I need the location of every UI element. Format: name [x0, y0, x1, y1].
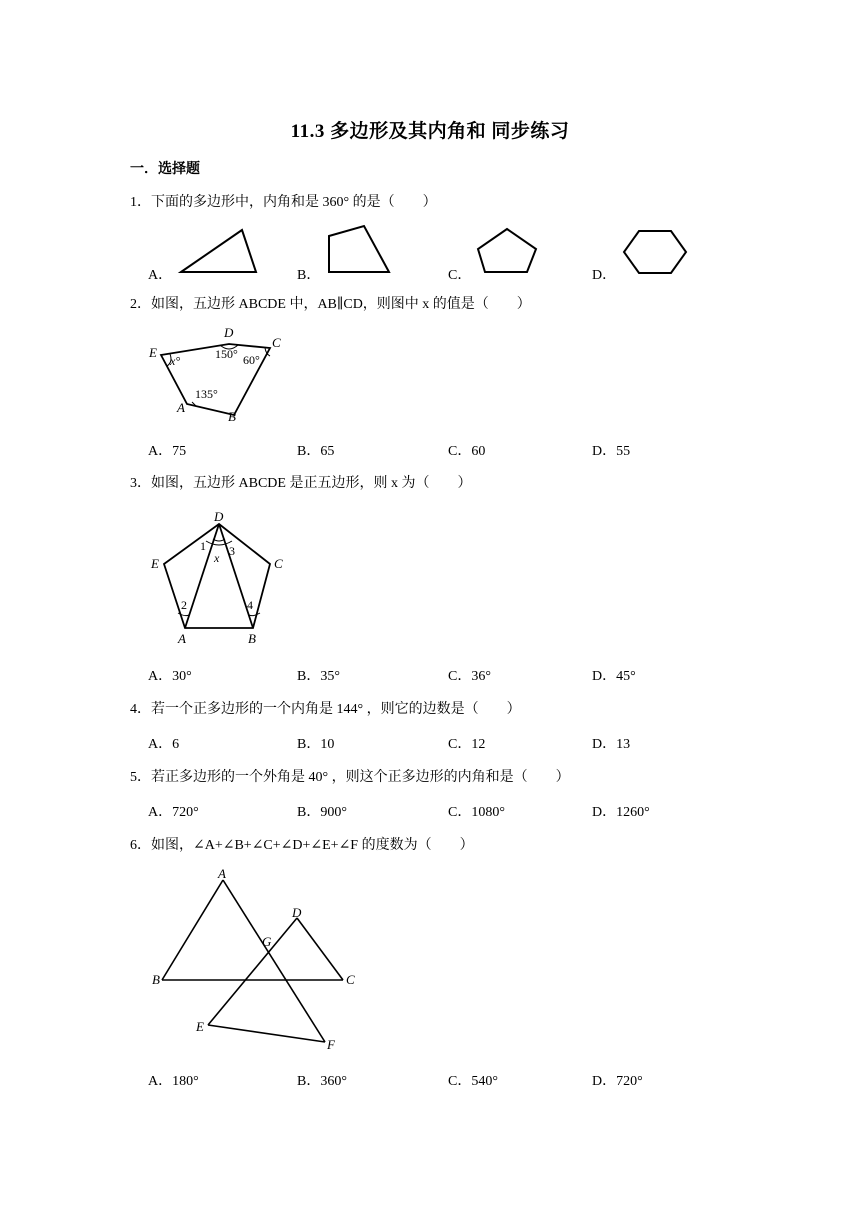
q3-mark-x: x — [214, 551, 220, 565]
q2-label-e: E — [149, 345, 157, 360]
triangle-shape — [181, 230, 256, 272]
q5-option-a: A．720° — [148, 805, 199, 820]
q2-angle-60: 60° — [243, 353, 260, 367]
question-4-stem: 4．若一个正多边形的一个内角是 144° ，则它的边数是（ ） — [130, 702, 521, 717]
q4-option-c: C．12 — [448, 737, 486, 752]
q2-label-b: B — [228, 409, 236, 424]
q3-option-d: D．45° — [592, 669, 636, 684]
question-2-stem: 2．如图，五边形 ABCDE 中，AB∥CD，则图中 x 的值是（ ） — [130, 297, 531, 312]
q2-label-c: C — [272, 335, 281, 350]
page-title: 11.3 多边形及其内角和 同步练习 — [290, 121, 570, 142]
q2-option-b: B．65 — [297, 444, 335, 459]
q4-option-a: A．6 — [148, 737, 180, 752]
q2-option-a: A．75 — [148, 444, 187, 459]
q3-option-b: B．35° — [297, 669, 340, 684]
q3-label-e: E — [151, 556, 159, 571]
q6-label-d: D — [292, 905, 302, 920]
q5-option-b: B．900° — [297, 805, 347, 820]
q2-angle-150: 150° — [215, 347, 238, 361]
q3-label-c: C — [274, 556, 283, 571]
q1-option-a: A． — [148, 268, 173, 283]
q2-option-c: C．60 — [448, 444, 486, 459]
q6-option-c: C．540° — [448, 1074, 498, 1089]
q3-label-a: A — [178, 631, 186, 646]
quadrilateral-shape — [329, 226, 389, 272]
q2-figure — [140, 318, 300, 428]
q6-option-a: A．180° — [148, 1074, 199, 1089]
q3-figure — [140, 505, 300, 650]
pentagon-shape — [478, 229, 536, 272]
q6-option-b: B．360° — [297, 1074, 347, 1089]
section-heading: 一．选择题 — [130, 162, 200, 177]
question-3-stem: 3．如图，五边形 ABCDE 是正五边形，则 x 为（ ） — [130, 476, 472, 491]
hexagon-shape — [624, 231, 686, 273]
q2-option-d: D．55 — [592, 444, 631, 459]
q3-mark-4: 4 — [247, 598, 253, 612]
q3-mark-3: 3 — [229, 544, 235, 558]
q6-label-e: E — [196, 1019, 204, 1034]
q3-option-c: C．36° — [448, 669, 491, 684]
q6-label-c: C — [346, 972, 355, 987]
q2-label-a: A — [177, 400, 185, 415]
q5-option-d: D．1260° — [592, 805, 650, 820]
q1-option-b: B． — [297, 268, 321, 283]
q4-option-d: D．13 — [592, 737, 631, 752]
q3-mark-1: 1 — [200, 539, 206, 553]
q6-label-f: F — [327, 1037, 335, 1052]
q6-figure — [140, 860, 370, 1060]
question-6-stem: 6．如图，∠A+∠B+∠C+∠D+∠E+∠F 的度数为（ ） — [130, 838, 474, 853]
q3-label-b: B — [248, 631, 256, 646]
q2-label-d: D — [224, 325, 234, 340]
q1-option-d: D． — [592, 268, 617, 283]
q4-option-b: B．10 — [297, 737, 335, 752]
q3-label-d: D — [214, 509, 224, 524]
q3-option-a: A．30° — [148, 669, 192, 684]
q2-angle-x: x° — [170, 354, 181, 368]
q1-option-c: C． — [448, 268, 472, 283]
q6-label-g: G — [262, 934, 272, 949]
q3-mark-2: 2 — [181, 598, 187, 612]
q2-angle-135: 135° — [195, 387, 218, 401]
q5-option-c: C．1080° — [448, 805, 505, 820]
q6-label-a: A — [218, 866, 226, 881]
q6-label-b: B — [152, 972, 160, 987]
q6-option-d: D．720° — [592, 1074, 643, 1089]
question-5-stem: 5．若正多边形的一个外角是 40° ，则这个正多边形的内角和是（ ） — [130, 770, 570, 785]
q1-shapes — [0, 0, 860, 290]
question-1-stem: 1．下面的多边形中，内角和是 360° 的是（ ） — [130, 195, 437, 210]
